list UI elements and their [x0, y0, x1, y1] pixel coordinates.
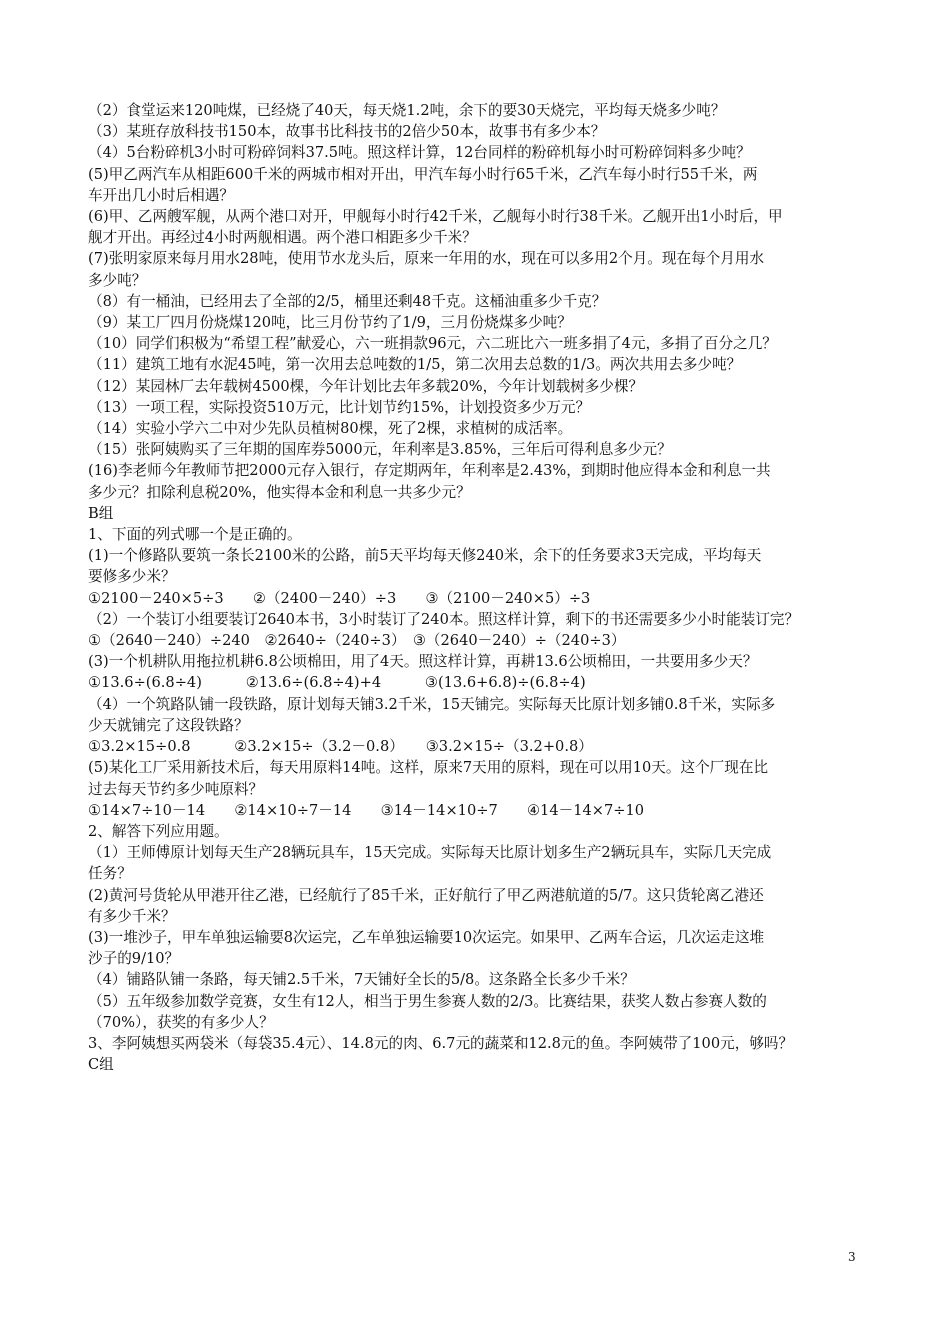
section-heading-c: C组: [88, 1056, 114, 1074]
text-line: (16)李老师今年教师节把2000元存入银行，存定期两年，年利率是2.43%，到期时他应得本金和利息一共: [88, 462, 771, 480]
text-line: （14）实验小学六二中对少先队员植树80棵，死了2棵，求植树的成活率。: [88, 420, 573, 438]
text-line: （10）同学们积极为“希望工程”献爱心，六一班捐款96元，六二班比六一班多捐了4元，多捐了百分之几？: [88, 335, 777, 353]
text-line: 舰才开出。再经过4小时两舰相遇。两个港口相距多少千米？: [88, 229, 477, 247]
text-line: 3、李阿姨想买两袋米（每袋35.4元）、14.8元的肉、6.7元的蔬菜和12.8元的鱼。李阿姨带了100元，够吗？: [88, 1034, 794, 1052]
text-line: 少天就铺完了这段铁路？: [88, 716, 249, 734]
text-line: (3)一个机耕队用拖拉机耕6.8公顷棉田，用了4天。照这样计算，再耕13.6公顷棉田，一共要用多少天？: [88, 653, 758, 671]
text-line: ①13.6÷(6.8÷4) ②13.6÷(6.8÷4)+4 ③(13.6+6.8)÷(6.8÷4): [88, 674, 586, 692]
text-line: （8）有一桶油，已经用去了全部的2/5，桶里还剩48千克。这桶油重多少千克？: [88, 292, 607, 310]
text-line: (3)一堆沙子，甲车单独运输要8次运完，乙车单独运输要10次运完。如果甲、乙两车合运，几次运走这堆: [88, 928, 765, 946]
text-line: (7)张明家原来每月用水28吨，使用节水龙头后，原来一年用的水，现在可以多用2个月。现在每个月用水: [88, 250, 765, 268]
text-line: 多少元？扣除利息税20%，他实得本金和利息一共多少元？: [88, 483, 471, 501]
section-heading-b: B组: [88, 504, 114, 522]
text-line: 任务？: [88, 865, 132, 883]
text-line: 有多少千米？: [88, 907, 176, 925]
text-line: ①（2640－240）÷240 ②2640÷（240÷3） ③（2640－240）÷（240÷3）: [88, 632, 626, 650]
text-line: 沙子的9/10？: [88, 950, 180, 968]
text-line: ①3.2×15÷0.8 ②3.2×15÷（3.2－0.8） ③3.2×15÷（3.2+0.8）: [88, 738, 593, 756]
text-line: (1)一个修路队要筑一条长2100米的公路，前5天平均每天修240米，余下的任务要求3天完成，平均每天: [88, 547, 762, 565]
text-line: （3）某班存放科技书150本，故事书比科技书的2倍少50本，故事书有多少本？: [88, 123, 606, 141]
document-body: [88, 100, 878, 1075]
text-line: 多少吨？: [88, 271, 147, 289]
text-line: ①14×7÷10－14 ②14×10÷7－14 ③14－14×10÷7 ④14－14×7÷10: [88, 801, 645, 819]
text-line: （12）某园林厂去年载树4500棵，今年计划比去年多载20%，今年计划载树多少棵？: [88, 377, 644, 395]
text-line: 过去每天节约多少吨原料？: [88, 780, 264, 798]
text-line: ①2100－240×5÷3 ②（2400－240）÷3 ③（2100－240×5）÷3: [88, 589, 591, 607]
text-line: (6)甲、乙两艘军舰，从两个港口对开，甲舰每小时行42千米，乙舰每小时行38千米。乙舰开出1小时后，甲: [88, 208, 783, 226]
text-line: （9）某工厂四月份烧煤120吨，比三月份节约了1/9，三月份烧煤多少吨？: [88, 314, 572, 332]
text-line: (5)某化工厂采用新技术后，每天用原料14吨。这样，原来7天用的原料，现在可以用10天。这个厂现在比: [88, 759, 769, 777]
text-line: （15）张阿姨购买了三年期的国库券5000元，年利率是3.85%，三年后可得利息多少元？: [88, 441, 672, 459]
text-line: (2)黄河号货轮从甲港开往乙港，已经航行了85千米，正好航行了甲乙两港航道的5/7。这只货轮离乙港还: [88, 886, 764, 904]
text-line: 1、下面的列式哪一个是正确的。: [88, 526, 302, 544]
text-line: (5)甲乙两汽车从相距600千米的两城市相对开出，甲汽车每小时行65千米，乙汽车每小时行55千米，两: [88, 165, 758, 183]
text-line: （11）建筑工地有水泥45吨，第一次用去总吨数的1/5，第二次用去总数的1/3。两次共用去多少吨？: [88, 356, 742, 374]
text-line: 车开出几小时后相遇？: [88, 186, 234, 204]
page-number: 3: [848, 1250, 856, 1264]
text-line: （4）5台粉碎机3小时可粉碎饲料37.5吨。照这样计算，12台同样的粉碎机每小时可粉碎饲料多少吨？: [88, 144, 751, 162]
text-line: （2）一个装订小组要装订2640本书，3小时装订了240本。照这样计算，剩下的书还需要多少小时能装订完？: [88, 610, 800, 628]
text-line: （4）一个筑路队铺一段铁路，原计划每天铺3.2千米，15天铺完。实际每天比原计划多铺0.8千米，实际多: [88, 695, 776, 713]
text-line: 2、解答下列应用题。: [88, 822, 229, 840]
text-line: （2）食堂运来120吨煤，已经烧了40天，每天烧1.2吨，余下的要30天烧完，平均每天烧多少吨？: [88, 102, 726, 119]
text-line: （1）王师傅原计划每天生产28辆玩具车，15天完成。实际每天比原计划多生产2辆玩具车，实际几天完成: [88, 844, 772, 862]
text-line: 要修多少米？: [88, 568, 176, 586]
text-line: （70%），获奖的有多少人？: [88, 1013, 274, 1031]
text-line: （13）一项工程，实际投资510万元，比计划节约15%，计划投资多少万元？: [88, 398, 591, 416]
text-line: （4）铺路队铺一条路，每天铺2.5千米，7天铺好全长的5/8。这条路全长多少千米？: [88, 971, 635, 989]
text-line: （5）五年级参加数学竞赛，女生有12人，相当于男生参赛人数的2/3。比赛结果，获奖人数占参赛人数的: [88, 992, 767, 1010]
